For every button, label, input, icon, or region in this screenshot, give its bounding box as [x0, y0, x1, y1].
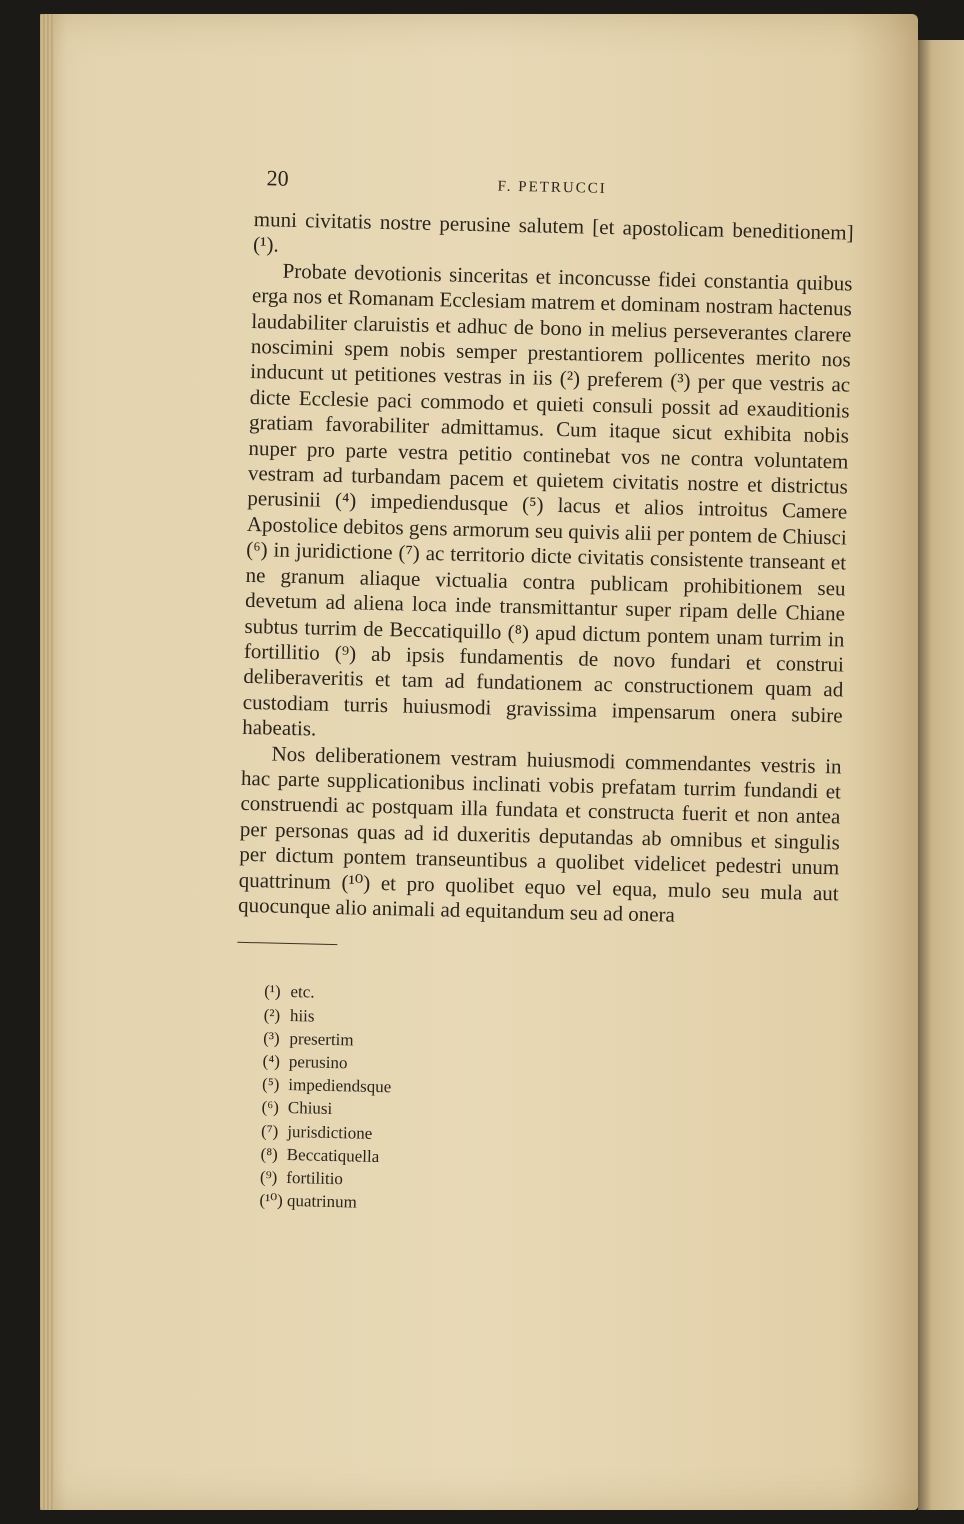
footnote-text: Chiusi — [287, 1098, 333, 1119]
page-content — [231, 165, 855, 1225]
footnote-separator-rule — [237, 942, 337, 945]
body-text — [238, 207, 854, 932]
footnote-text: quatrinum — [286, 1191, 358, 1212]
footnotes-list — [259, 980, 836, 1225]
footnote-text: presertim — [289, 1028, 354, 1050]
footnote-mark: (⁴) — [262, 1051, 281, 1071]
footnote-mark: (³) — [262, 1028, 280, 1048]
footnote-mark: (⁵) — [261, 1074, 280, 1094]
footnote-mark: (⁸) — [260, 1144, 279, 1164]
footnote-mark: (¹⁰) — [259, 1190, 283, 1211]
footnote-text: Beccatiquella — [286, 1144, 380, 1166]
adjacent-page-edge — [918, 40, 964, 1510]
footnote-text: perusino — [288, 1051, 348, 1073]
footnote-text: hiis — [289, 1005, 315, 1026]
footnote-mark: (⁶) — [261, 1097, 280, 1118]
footnote-mark: (²) — [263, 1004, 281, 1025]
footnote-text: jurisdictione — [287, 1121, 373, 1143]
footnote-mark: (⁹) — [259, 1167, 278, 1187]
paragraph: Probate devotionis sinceritas et inconcusse fidei constantia quibus erga nos et Romanam Ecclesiam matrem et dominam nostram hactenus laudabiliter claruistis et adhuc de bono in melius perseverantes clarere noscimini spem nobis semper prestantiorem pollicentes merito nos inducunt ut petitiones vestras in iis (²) preferem (³) per que vestris ac dicte Ecclesie paci commodo et quieti consuli possit ad exauditionis gratiam favorabiliter admittamus. Cum itaque sicut exhibita nobis nuper pro parte vestra petitio continebat vos ne contra voluntatem vestram ad turbandam pacem et quietem civitatis nostre et districtus perusinii (⁴) impediendusque (⁵) lacus et alios introitus Camere Apostolice debitos gens armorum seu quivis alii per pontem de Chiusci (⁶) in juridictione (⁷) ac territorio dicte civitatis consistente transeant et ne granum aliaque victualia contra publicam prohibitionem seu devetum ad aliena loca inde transmittantur super ripam delle Chiane subtus turrim de Beccatiquillo (⁸) apud dictum pontem unam turrim in fortillitio (⁹) ab ipsis fundamentis de novo fundari et construi deliberaveritis et tam ad fundationem ac constructionem quam ad custodiam turris huiusmodi gravissima impensarum onera subire habeatis. — [241, 258, 853, 741]
paragraph: Nos deliberationem vestram huiusmodi commendantes vestris in hac parte supplicationibus inclinati vobis prefatam turrim fundandi et construendi ac postquam illa fundata et constructa fuerit et non antea per personas quas ad id duxeritis deputandas ab omnibus et singulis per dictum pontem transeuntibus a quolibet videlicet pedestri unum quattrinum (¹⁰) et pro quolibet equo vel equa, mulo seu mula aut quocunque alio animali ad equitandum seu ad onera — [237, 741, 842, 927]
footnote-text: etc. — [290, 982, 315, 1002]
running-head: F. PETRUCCI — [497, 178, 607, 197]
footnote-mark: (¹) — [264, 981, 281, 1002]
page-gutter-edge — [40, 14, 54, 1510]
page-number: 20 — [266, 165, 289, 191]
footnote-text: fortilitio — [286, 1167, 344, 1189]
paragraph-continuation: muni civitatis nostre perusine salutem [et apostolicam beneditionem] (¹). — [252, 206, 854, 257]
footnote-text: impediendsque — [288, 1075, 392, 1097]
footnote-mark: (⁷) — [260, 1120, 279, 1141]
